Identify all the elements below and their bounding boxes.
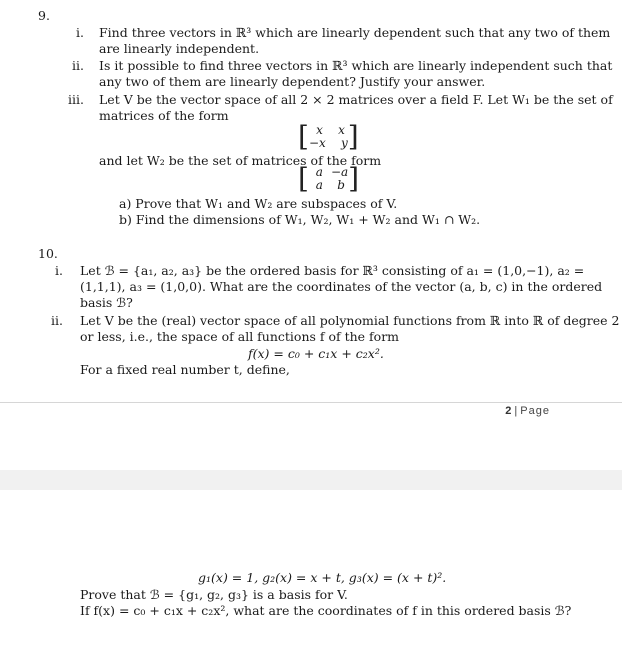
prove-basis-text: Prove that ℬ = {g₁, g₂, g₃} is a basis for V. <box>80 587 348 602</box>
page-number: 2 <box>505 405 512 417</box>
q10-i-line-3: basis ℬ? <box>80 295 133 310</box>
matrix-cell: y <box>340 136 348 150</box>
page-footer <box>505 405 550 417</box>
matrix-cell: a <box>315 178 323 192</box>
matrix-cell: −a <box>330 165 349 179</box>
basis-definition-formula: g₁(x) = 1, g₂(x) = x + t, g₃(x) = (x + t)². <box>198 570 447 585</box>
matrix-w2: [ a −a a b ] <box>298 162 360 195</box>
q9-i-line-2: are linearly independent. <box>99 41 260 56</box>
q10-ii-line-2: or less, i.e., the space of all functions f of the form <box>80 329 400 344</box>
q10-i-line-2: (1,1,1), a₃ = (1,0,0). What are the coordinates of the vector (a, b, c) in the ordered <box>80 279 603 294</box>
matrix-w1: [ x x −x y ] <box>298 120 359 153</box>
q10-i-line-1: Let ℬ = {a₁, a₂, a₃} be the ordered basis for ℝ³ consisting of a₁ = (1,0,−1), a₂ = <box>80 263 585 278</box>
q9-part-a: a) Prove that W₁ and W₂ are subspaces of V. <box>119 196 398 211</box>
question-9-number: 9. <box>38 8 50 23</box>
polynomial-formula: f(x) = c₀ + c₁x + c₂x². <box>248 346 384 361</box>
matrix-cell: a <box>315 165 323 179</box>
page-word: Page <box>520 405 550 417</box>
q9-item-label: i. <box>76 25 84 40</box>
q9-item-label: ii. <box>72 58 84 73</box>
q10-ii-line-1: Let V be the (real) vector space of all polynomial functions from ℝ into ℝ of degree 2 <box>80 313 620 328</box>
footer-separator: | <box>514 405 521 417</box>
q9-i-line-1: Find three vectors in ℝ³ which are linearly dependent such that any two of them <box>99 25 611 40</box>
q9-iii-line-2: matrices of the form <box>99 108 229 123</box>
coordinates-question: If f(x) = c₀ + c₁x + c₂x², what are the coordinates of f in this ordered basis ℬ? <box>80 603 572 618</box>
page-2 <box>0 490 622 664</box>
matrix-cell: −x <box>308 136 326 150</box>
q9-ii-line-2: any two of them are linearly dependent? Justify your answer. <box>99 74 486 89</box>
q9-item-label: iii. <box>68 92 84 107</box>
page-gap <box>0 470 622 490</box>
and-w2-text: and let W₂ be the set of matrices of the form <box>99 153 382 168</box>
matrix-cell: x <box>338 123 345 137</box>
q10-item-label: i. <box>55 263 63 278</box>
q9-ii-line-1: Is it possible to find three vectors in ℝ³ which are linearly independent such that <box>99 58 613 73</box>
fixed-t-text: For a fixed real number t, define, <box>80 362 290 377</box>
q9-iii-line-1: Let V be the vector space of all 2 × 2 matrices over a field F. Let W₁ be the set of <box>99 92 613 107</box>
matrix-cell: b <box>337 178 345 192</box>
footer-divider <box>0 402 622 403</box>
q9-part-b: b) Find the dimensions of W₁, W₂, W₁ + W₂ and W₁ ∩ W₂. <box>119 212 481 227</box>
matrix-cell: x <box>316 123 323 137</box>
question-10-number: 10. <box>38 246 58 261</box>
q10-item-label: ii. <box>51 313 63 328</box>
